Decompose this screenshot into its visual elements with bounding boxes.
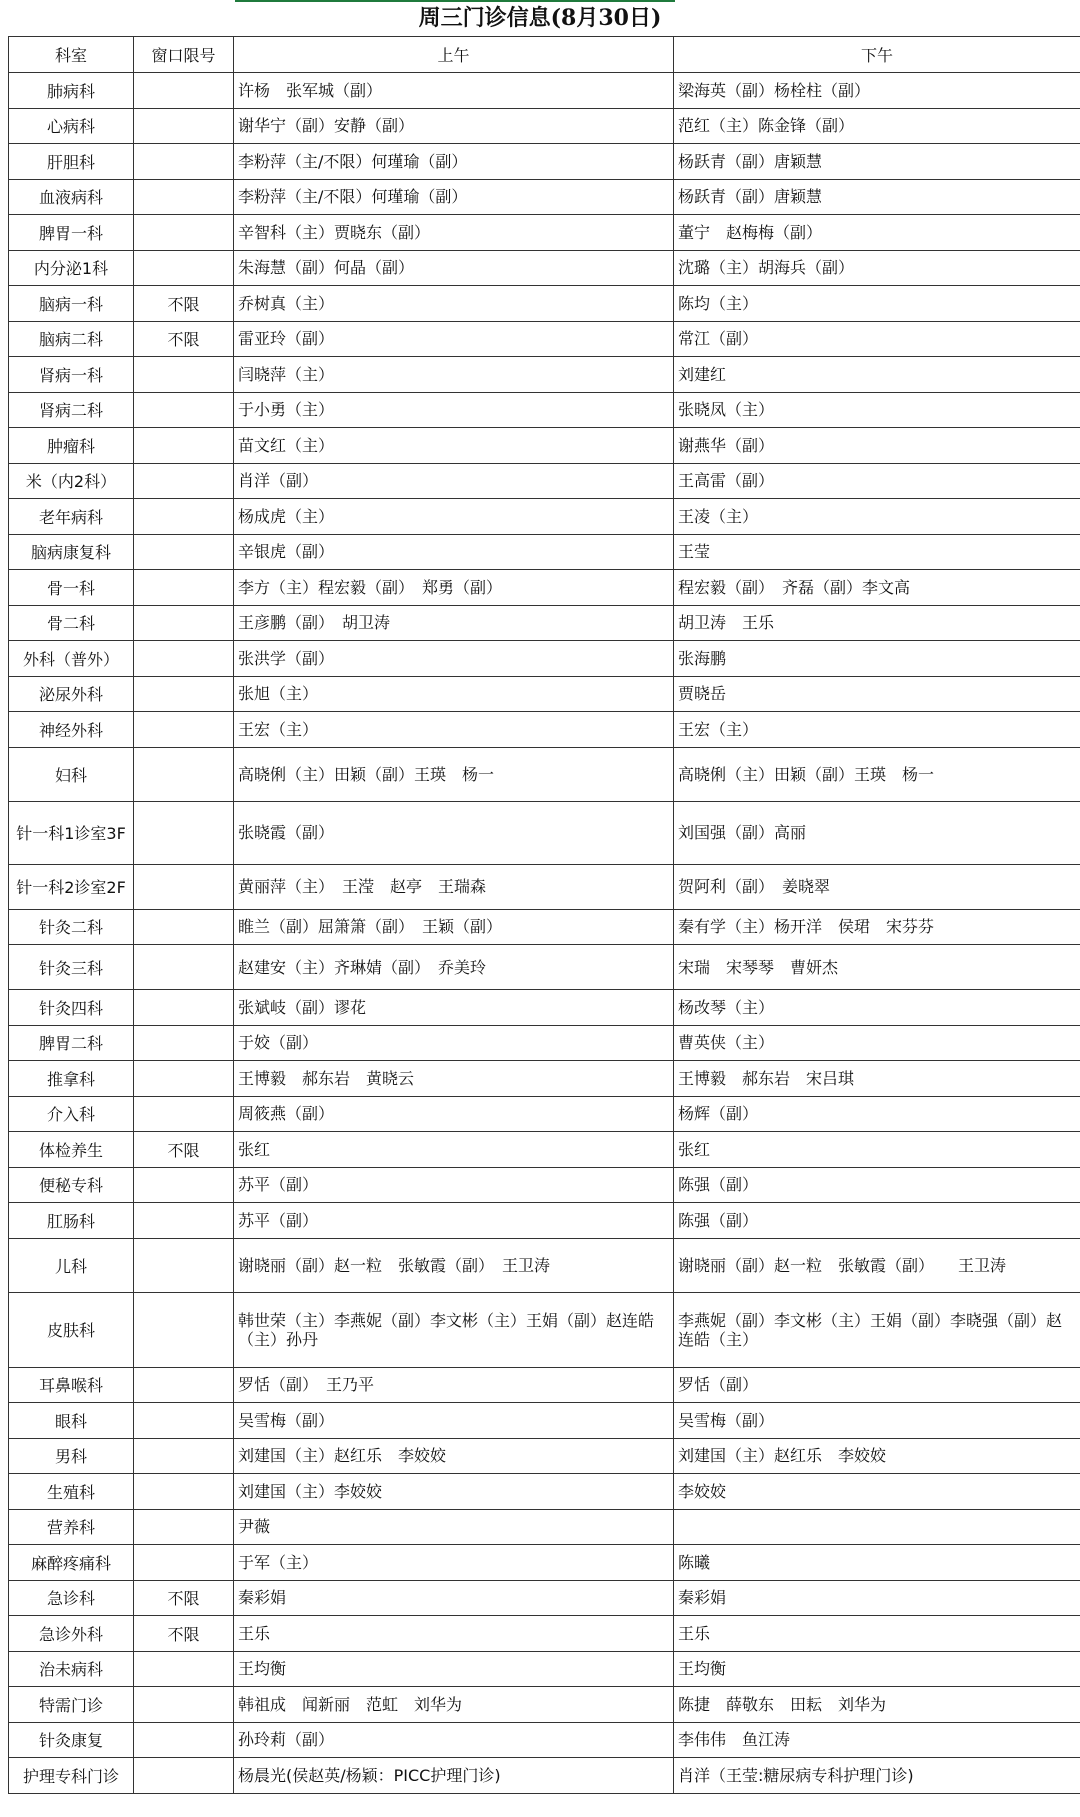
department-cell: 特需门诊 <box>9 1687 134 1723</box>
department-cell: 急诊外科 <box>9 1616 134 1652</box>
window-limit-cell <box>134 712 234 748</box>
header-department: 科室 <box>9 37 134 73</box>
table-row <box>9 357 1080 393</box>
table-row <box>9 1687 1080 1723</box>
morning-cell: 苏平（副） <box>234 1167 674 1203</box>
morning-cell: 于军（主） <box>234 1545 674 1581</box>
department-cell: 针一科2诊室2F <box>9 864 134 909</box>
afternoon-cell: 王乐 <box>674 1616 1080 1652</box>
afternoon-cell: 刘建国（主）赵红乐 李姣姣 <box>674 1438 1080 1474</box>
afternoon-cell: 李伟伟 鱼江涛 <box>674 1722 1080 1758</box>
afternoon-cell: 陈捷 薛敬东 田耘 刘华为 <box>674 1687 1080 1723</box>
morning-cell: 杨成虎（主） <box>234 499 674 535</box>
table-body <box>9 73 1080 1794</box>
morning-cell: 乔树真（主） <box>234 286 674 322</box>
page-title: 周三门诊信息(8月30日) <box>418 5 662 31</box>
afternoon-cell: 谢晓丽（副）赵一粒 张敏霞（副） 王卫涛 <box>674 1238 1080 1292</box>
afternoon-cell: 王宏（主） <box>674 712 1080 748</box>
table-header-row <box>9 37 1080 73</box>
morning-cell: 谢华宁（副）安静（副） <box>234 108 674 144</box>
window-limit-cell <box>134 1238 234 1292</box>
department-cell: 针灸二科 <box>9 909 134 945</box>
afternoon-cell: 张红 <box>674 1132 1080 1168</box>
department-cell: 神经外科 <box>9 712 134 748</box>
afternoon-cell: 贺阿利（副） 姜晓翠 <box>674 864 1080 909</box>
afternoon-cell: 宋瑞 宋琴琴 曹妍杰 <box>674 945 1080 990</box>
morning-cell: 刘建国（主）李姣姣 <box>234 1474 674 1510</box>
morning-cell: 王彦鹏（副） 胡卫涛 <box>234 605 674 641</box>
table-row <box>9 641 1080 677</box>
table-row <box>9 676 1080 712</box>
morning-cell: 于小勇（主） <box>234 392 674 428</box>
department-cell: 便秘专科 <box>9 1167 134 1203</box>
window-limit-cell <box>134 864 234 909</box>
morning-cell: 周筱燕（副） <box>234 1096 674 1132</box>
afternoon-cell: 董宁 赵梅梅（副） <box>674 215 1080 251</box>
afternoon-cell: 杨改琴（主） <box>674 990 1080 1026</box>
window-limit-cell <box>134 605 234 641</box>
department-cell: 男科 <box>9 1438 134 1474</box>
afternoon-cell: 秦彩娟 <box>674 1580 1080 1616</box>
morning-cell: 睢兰（副）屈箫箫（副） 王颖（副） <box>234 909 674 945</box>
table-row <box>9 534 1080 570</box>
morning-cell: 王均衡 <box>234 1651 674 1687</box>
window-limit-cell: 不限 <box>134 321 234 357</box>
department-cell: 泌尿外科 <box>9 676 134 712</box>
table-row <box>9 747 1080 801</box>
morning-cell: 尹薇 <box>234 1509 674 1545</box>
window-limit-cell <box>134 144 234 180</box>
department-cell: 肿瘤科 <box>9 428 134 464</box>
table-row <box>9 1403 1080 1439</box>
window-limit-cell <box>134 1403 234 1439</box>
window-limit-cell <box>134 250 234 286</box>
window-limit-cell <box>134 945 234 990</box>
header-window-limit: 窗口限号 <box>134 37 234 73</box>
afternoon-cell: 秦有学（主）杨开洋 侯珺 宋芬芬 <box>674 909 1080 945</box>
window-limit-cell <box>134 1438 234 1474</box>
window-limit-cell <box>134 990 234 1026</box>
window-limit-cell <box>134 1722 234 1758</box>
department-cell: 脾胃二科 <box>9 1025 134 1061</box>
department-cell: 骨二科 <box>9 605 134 641</box>
morning-cell: 韩世荣（主）李燕妮（副）李文彬（主）王娟（副）赵连皓（主）孙丹 <box>234 1292 674 1367</box>
afternoon-cell: 杨跃青（副）唐颖慧 <box>674 179 1080 215</box>
window-limit-cell <box>134 179 234 215</box>
afternoon-cell: 谢燕华（副） <box>674 428 1080 464</box>
afternoon-cell: 贾晓岳 <box>674 676 1080 712</box>
department-cell: 米（内2科） <box>9 463 134 499</box>
afternoon-cell: 陈强（副） <box>674 1167 1080 1203</box>
afternoon-cell: 范红（主）陈金锋（副） <box>674 108 1080 144</box>
window-limit-cell <box>134 641 234 677</box>
afternoon-cell: 刘国强（副）高丽 <box>674 801 1080 864</box>
morning-cell: 刘建国（主）赵红乐 李姣姣 <box>234 1438 674 1474</box>
table-row <box>9 1061 1080 1097</box>
afternoon-cell: 罗恬（副） <box>674 1367 1080 1403</box>
table-row <box>9 1238 1080 1292</box>
department-cell: 肛肠科 <box>9 1203 134 1239</box>
department-cell: 体检养生 <box>9 1132 134 1168</box>
afternoon-cell: 王莹 <box>674 534 1080 570</box>
afternoon-cell: 吴雪梅（副） <box>674 1403 1080 1439</box>
table-row <box>9 215 1080 251</box>
department-cell: 针灸四科 <box>9 990 134 1026</box>
afternoon-cell: 王凌（主） <box>674 499 1080 535</box>
table-row <box>9 712 1080 748</box>
window-limit-cell <box>134 1545 234 1581</box>
clinic-schedule-table <box>8 36 1080 1794</box>
table-row <box>9 1474 1080 1510</box>
table-row <box>9 1722 1080 1758</box>
table-row <box>9 108 1080 144</box>
window-limit-cell <box>134 357 234 393</box>
department-cell: 介入科 <box>9 1096 134 1132</box>
table-row <box>9 1096 1080 1132</box>
window-limit-cell <box>134 1509 234 1545</box>
afternoon-cell: 杨跃青（副）唐颖慧 <box>674 144 1080 180</box>
table-row <box>9 250 1080 286</box>
afternoon-cell: 王博毅 郝东岩 宋吕琪 <box>674 1061 1080 1097</box>
department-cell: 肾病一科 <box>9 357 134 393</box>
department-cell: 针灸三科 <box>9 945 134 990</box>
morning-cell: 张斌岐（副）谬花 <box>234 990 674 1026</box>
morning-cell: 王博毅 郝东岩 黄晓云 <box>234 1061 674 1097</box>
window-limit-cell <box>134 1167 234 1203</box>
window-limit-cell <box>134 1758 234 1794</box>
window-limit-cell <box>134 570 234 606</box>
department-cell: 骨一科 <box>9 570 134 606</box>
table-row <box>9 1509 1080 1545</box>
table-row <box>9 1203 1080 1239</box>
table-row <box>9 909 1080 945</box>
morning-cell: 辛银虎（副） <box>234 534 674 570</box>
table-row <box>9 1367 1080 1403</box>
morning-cell: 罗恬（副） 王乃平 <box>234 1367 674 1403</box>
table-row <box>9 73 1080 109</box>
morning-cell: 闫晓萍（主） <box>234 357 674 393</box>
table-row <box>9 321 1080 357</box>
window-limit-cell <box>134 428 234 464</box>
window-limit-cell <box>134 676 234 712</box>
morning-cell: 孙玲莉（副） <box>234 1722 674 1758</box>
department-cell: 护理专科门诊 <box>9 1758 134 1794</box>
window-limit-cell <box>134 108 234 144</box>
afternoon-cell: 李姣姣 <box>674 1474 1080 1510</box>
department-cell: 内分泌1科 <box>9 250 134 286</box>
morning-cell: 王宏（主） <box>234 712 674 748</box>
table-row <box>9 1438 1080 1474</box>
morning-cell: 李粉萍（主/不限）何瑾瑜（副） <box>234 179 674 215</box>
department-cell: 耳鼻喉科 <box>9 1367 134 1403</box>
department-cell: 脾胃一科 <box>9 215 134 251</box>
department-cell: 老年病科 <box>9 499 134 535</box>
table-row <box>9 1651 1080 1687</box>
department-cell: 脑病康复科 <box>9 534 134 570</box>
morning-cell: 张洪学（副） <box>234 641 674 677</box>
table-row <box>9 1292 1080 1367</box>
department-cell: 生殖科 <box>9 1474 134 1510</box>
afternoon-cell: 张晓凤（主） <box>674 392 1080 428</box>
morning-cell: 杨晨光(侯赵英/杨颖：PICC护理门诊) <box>234 1758 674 1794</box>
morning-cell: 吴雪梅（副） <box>234 1403 674 1439</box>
window-limit-cell <box>134 801 234 864</box>
table-row <box>9 864 1080 909</box>
window-limit-cell <box>134 1687 234 1723</box>
afternoon-cell: 曹英侠（主） <box>674 1025 1080 1061</box>
table-row <box>9 428 1080 464</box>
morning-cell: 王乐 <box>234 1616 674 1652</box>
morning-cell: 高晓俐（主）田颖（副）王瑛 杨一 <box>234 747 674 801</box>
department-cell: 麻醉疼痛科 <box>9 1545 134 1581</box>
morning-cell: 黄丽萍（主） 王滢 赵亭 王瑞森 <box>234 864 674 909</box>
window-limit-cell <box>134 534 234 570</box>
afternoon-cell: 肖洋（王莹:糖尿病专科护理门诊) <box>674 1758 1080 1794</box>
afternoon-cell: 梁海英（副）杨栓柱（副） <box>674 73 1080 109</box>
window-limit-cell <box>134 1292 234 1367</box>
window-limit-cell: 不限 <box>134 1580 234 1616</box>
window-limit-cell <box>134 392 234 428</box>
afternoon-cell: 常江（副） <box>674 321 1080 357</box>
window-limit-cell <box>134 747 234 801</box>
department-cell: 治未病科 <box>9 1651 134 1687</box>
window-limit-cell <box>134 463 234 499</box>
afternoon-cell: 高晓俐（主）田颖（副）王瑛 杨一 <box>674 747 1080 801</box>
window-limit-cell <box>134 73 234 109</box>
morning-cell: 雷亚玲（副） <box>234 321 674 357</box>
table-row <box>9 1132 1080 1168</box>
table-row <box>9 1580 1080 1616</box>
table-row <box>9 801 1080 864</box>
table-row <box>9 1167 1080 1203</box>
department-cell: 血液病科 <box>9 179 134 215</box>
window-limit-cell: 不限 <box>134 1132 234 1168</box>
table-row <box>9 570 1080 606</box>
header-afternoon: 下午 <box>674 37 1080 73</box>
department-cell: 皮肤科 <box>9 1292 134 1367</box>
department-cell: 眼科 <box>9 1403 134 1439</box>
department-cell: 针一科1诊室3F <box>9 801 134 864</box>
morning-cell: 赵建安（主）齐琳婧（副） 乔美玲 <box>234 945 674 990</box>
afternoon-cell: 王均衡 <box>674 1651 1080 1687</box>
department-cell: 肺病科 <box>9 73 134 109</box>
afternoon-cell: 王高雷（副） <box>674 463 1080 499</box>
afternoon-cell: 张海鹏 <box>674 641 1080 677</box>
window-limit-cell <box>134 499 234 535</box>
table-row <box>9 463 1080 499</box>
morning-cell: 张晓霞（副） <box>234 801 674 864</box>
afternoon-cell: 沈璐（主）胡海兵（副） <box>674 250 1080 286</box>
department-cell: 脑病一科 <box>9 286 134 322</box>
morning-cell: 韩祖成 闻新丽 范虹 刘华为 <box>234 1687 674 1723</box>
table-row <box>9 144 1080 180</box>
window-limit-cell <box>134 1061 234 1097</box>
window-limit-cell <box>134 909 234 945</box>
table-row <box>9 1758 1080 1794</box>
window-limit-cell <box>134 215 234 251</box>
table-row <box>9 1025 1080 1061</box>
morning-cell: 苏平（副） <box>234 1203 674 1239</box>
morning-cell: 辛智科（主）贾晓东（副） <box>234 215 674 251</box>
department-cell: 妇科 <box>9 747 134 801</box>
window-limit-cell <box>134 1203 234 1239</box>
afternoon-cell: 陈曦 <box>674 1545 1080 1581</box>
window-limit-cell <box>134 1367 234 1403</box>
afternoon-cell <box>674 1509 1080 1545</box>
morning-cell: 许杨 张军城（副） <box>234 73 674 109</box>
morning-cell: 秦彩娟 <box>234 1580 674 1616</box>
table-row <box>9 990 1080 1026</box>
department-cell: 针灸康复 <box>9 1722 134 1758</box>
morning-cell: 于姣（副） <box>234 1025 674 1061</box>
table-row <box>9 605 1080 641</box>
department-cell: 急诊科 <box>9 1580 134 1616</box>
table-row <box>9 1545 1080 1581</box>
window-limit-cell <box>134 1474 234 1510</box>
department-cell: 肝胆科 <box>9 144 134 180</box>
department-cell: 肾病二科 <box>9 392 134 428</box>
window-limit-cell: 不限 <box>134 286 234 322</box>
header-morning: 上午 <box>234 37 674 73</box>
morning-cell: 张旭（主） <box>234 676 674 712</box>
table-row <box>9 286 1080 322</box>
window-limit-cell <box>134 1651 234 1687</box>
afternoon-cell: 杨辉（副） <box>674 1096 1080 1132</box>
afternoon-cell: 程宏毅（副） 齐磊（副）李文高 <box>674 570 1080 606</box>
department-cell: 外科（普外） <box>9 641 134 677</box>
department-cell: 营养科 <box>9 1509 134 1545</box>
window-limit-cell: 不限 <box>134 1616 234 1652</box>
department-cell: 心病科 <box>9 108 134 144</box>
department-cell: 推拿科 <box>9 1061 134 1097</box>
morning-cell: 李方（主）程宏毅（副） 郑勇（副） <box>234 570 674 606</box>
afternoon-cell: 陈均（主） <box>674 286 1080 322</box>
afternoon-cell: 刘建红 <box>674 357 1080 393</box>
morning-cell: 李粉萍（主/不限）何瑾瑜（副） <box>234 144 674 180</box>
afternoon-cell: 陈强（副） <box>674 1203 1080 1239</box>
table-row <box>9 945 1080 990</box>
table-row <box>9 179 1080 215</box>
table-row <box>9 499 1080 535</box>
morning-cell: 张红 <box>234 1132 674 1168</box>
table-row <box>9 1616 1080 1652</box>
department-cell: 脑病二科 <box>9 321 134 357</box>
afternoon-cell: 李燕妮（副）李文彬（主）王娟（副）李晓强（副）赵连皓（主） <box>674 1292 1080 1367</box>
morning-cell: 朱海慧（副）何晶（副） <box>234 250 674 286</box>
morning-cell: 谢晓丽（副）赵一粒 张敏霞（副） 王卫涛 <box>234 1238 674 1292</box>
table-row <box>9 392 1080 428</box>
department-cell: 儿科 <box>9 1238 134 1292</box>
window-limit-cell <box>134 1025 234 1061</box>
morning-cell: 肖洋（副） <box>234 463 674 499</box>
window-limit-cell <box>134 1096 234 1132</box>
afternoon-cell: 胡卫涛 王乐 <box>674 605 1080 641</box>
morning-cell: 苗文红（主） <box>234 428 674 464</box>
